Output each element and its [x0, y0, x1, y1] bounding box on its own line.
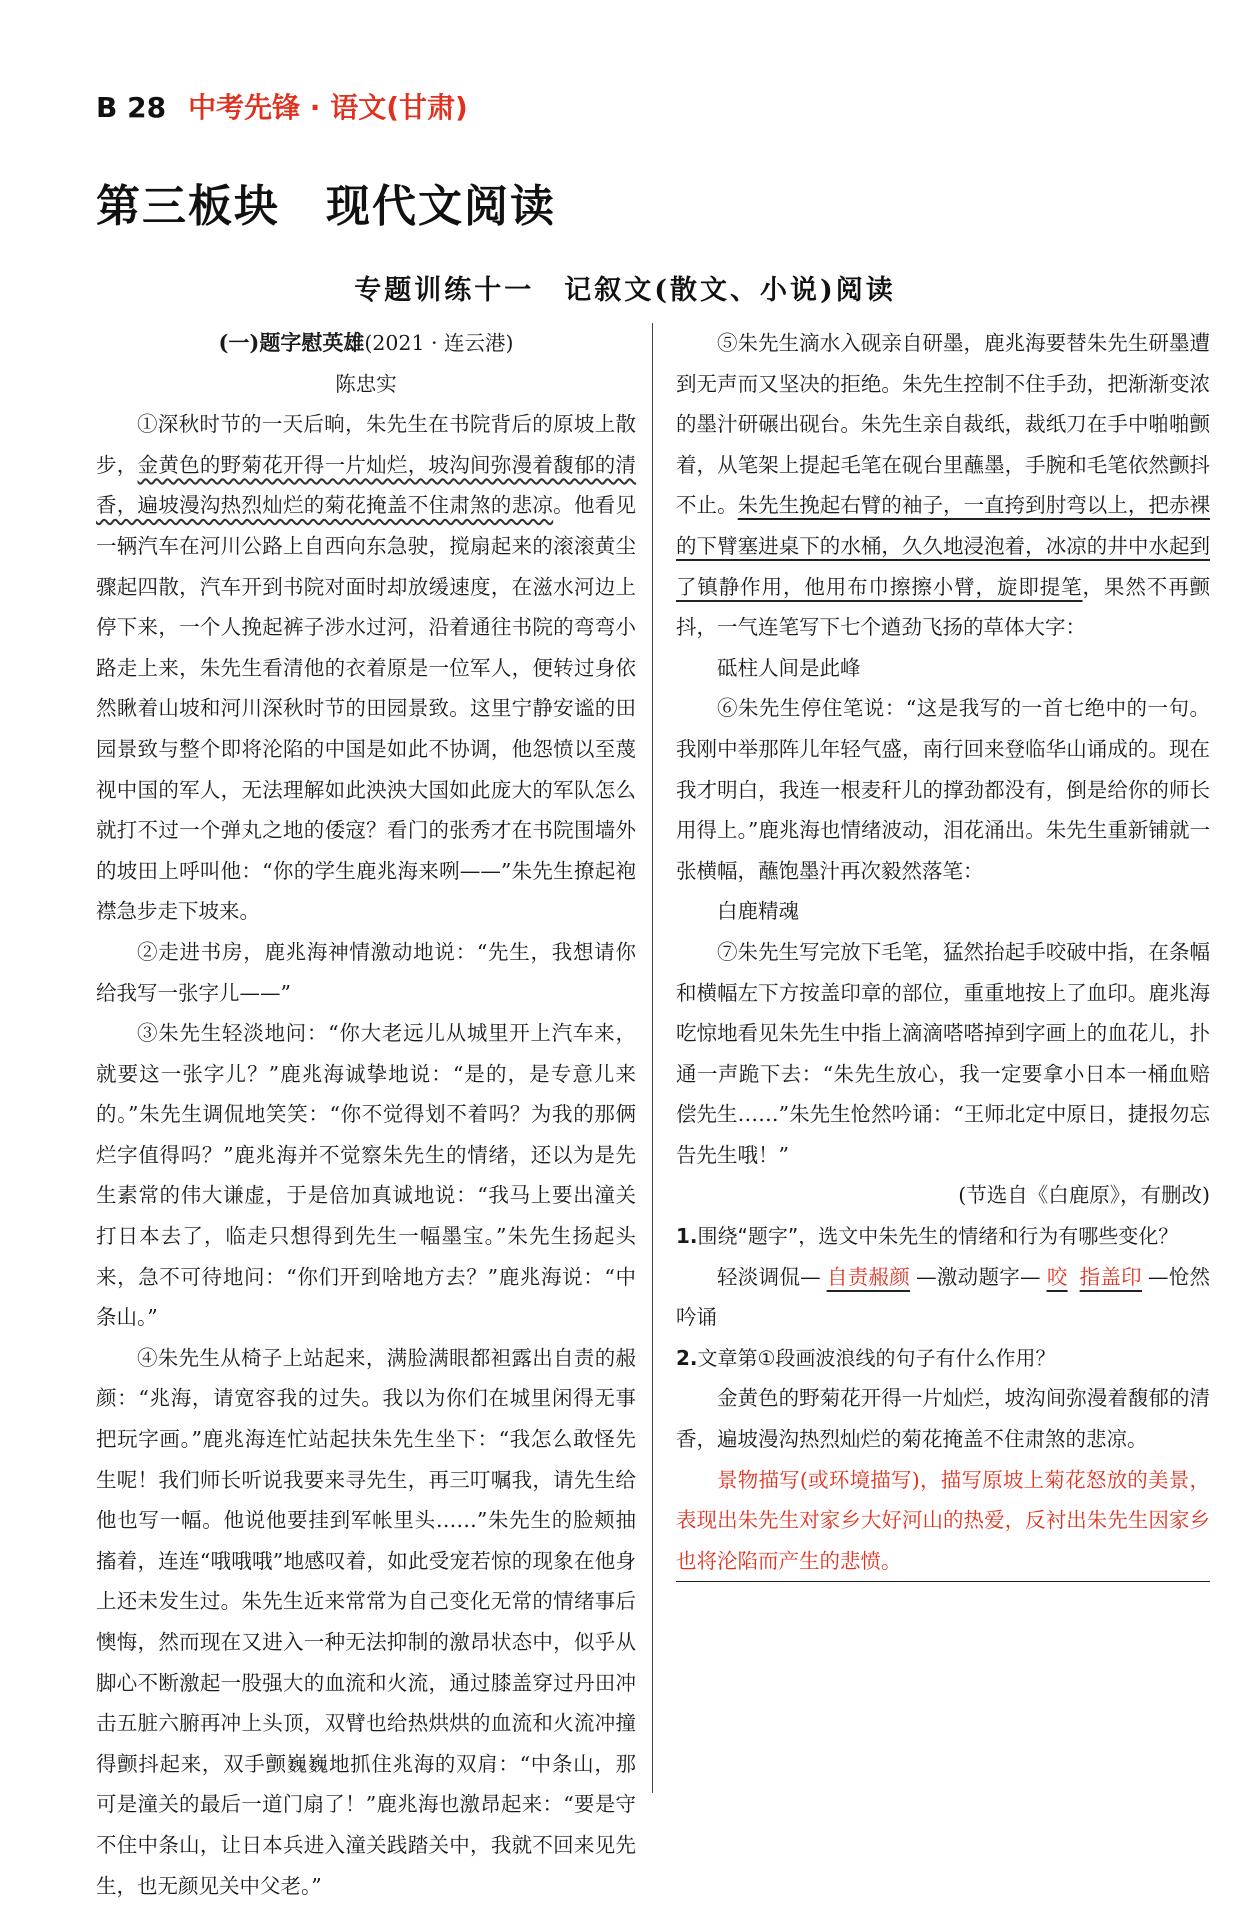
section-title: 第三板块 现代文阅读 [96, 181, 556, 232]
question-1-number: 1. [676, 1224, 698, 1249]
paragraph-5 [676, 323, 1210, 648]
essay-title: (一)题字慰英雄 [218, 330, 365, 355]
page-header [96, 86, 468, 126]
essay-author: 陈忠实 [335, 371, 397, 396]
paragraph-3: ③朱先生轻淡地问：“你大老远儿从城里开上汽车来，就要这一张字儿？”鹿兆海诚挚地说：“是的，是专意儿来的。”朱先生调侃地笑笑：“你不觉得划不着吗？为我的那俩烂字值得吗？”鹿兆海并不觉察朱先生的情绪，还以为是先生素常的伟大谦虚，于是倍加真诚地说：“我马上要出潼关打日本去了，临走只想得到先生一幅墨宝。”朱先生扬起头来，急不可待地问：“你们开到啥地方去？”鹿兆海说：“中条山。” [96, 1021, 636, 1330]
essay-source: (2021 · 连云港) [364, 331, 514, 355]
paragraph-2: ②走进书房，鹿兆海神情激动地说：“先生，我想请你给我写一张字儿——” [96, 939, 636, 1005]
question-1 [676, 1216, 1210, 1257]
question-1-text: 围绕“题字”，选文中朱先生的情绪和行为有哪些变化？ [697, 1224, 1179, 1249]
book-title: 中考先锋 · 语文(甘肃) [188, 91, 468, 124]
question-1-answer [676, 1257, 1210, 1338]
answer-blank-1: 自责赧颜 [826, 1264, 911, 1289]
paragraph-1-rest: 。他看见一辆汽车在河川公路上自西向东急驶，搅扇起来的滚滚黄尘骤起四散，汽车开到书院对面时却放缓速度，在滋水河边上停下来，一个人挽起裤子涉水过河，沿着通往书院的弯弯小路走上来，朱先生看清他的衣着原是一位军人，便转过身依然瞅着山坡和河川深秋时节的田园景致。这里宁静安谧的田园景致与整个即将沦陷的中国是如此不协调，他怨愤以至蔑视中国的军人，无法理解如此泱泱大国如此庞大的军队怎么就打不过一个弹丸之地的倭寇？看门的张秀才在书院围墙外的坡田上呼叫他：“你的学生鹿兆海来咧——”朱先生撩起袍襟急步走下坡来。 [96, 493, 637, 924]
wavy-underlined-sentence: 金黄色的野菊花开得一片灿烂，坡沟间弥漫着馥郁的清香，遍坡漫沟热烈灿烂的菊花掩盖不住肃煞的悲凉 [96, 452, 637, 518]
answer-1-prefix: 轻淡调侃— [717, 1264, 821, 1289]
paragraph-7: ⑦朱先生写完放下毛笔，猛然抬起手咬破中指，在条幅和横幅左下方按盖印章的部位，重重地按上了血印。鹿兆海吃惊地看见朱先生中指上滴滴嗒嗒掉到字画上的血花儿，扑通一声跪下去：“朱先生放心，我一定要拿小日本一桶血赔偿先生……”朱先生怆然吟诵：“王师北定中原日，捷报勿忘告先生哦！” [676, 939, 1210, 1167]
left-column [96, 323, 636, 1906]
answer-blank-2a: 咬 [1046, 1264, 1068, 1289]
poem-line-2: 白鹿精魂 [717, 899, 799, 924]
answer-1-middle: —激动题字— [916, 1264, 1041, 1289]
topic-title: 专题训练十一 记叙文(散文、小说)阅读 [354, 275, 896, 306]
paragraph-5-rest: ，果然不再颤抖，一气连笔写下七个遒劲飞扬的草体大字： [676, 574, 1211, 640]
question-2-quote: 金黄色的野菊花开得一片灿烂，坡沟间弥漫着馥郁的清香，遍坡漫沟热烈灿烂的菊花掩盖不住肃煞的悲凉。 [676, 1386, 1210, 1452]
right-column [676, 323, 1210, 1582]
answer-blank-2b: 指盖印 [1079, 1264, 1142, 1289]
question-2 [676, 1338, 1210, 1379]
question-2-answer: 景物描写(或环境描写)，描写原坡上菊花怒放的美景，表现出朱先生对家乡大好河山的热爱，反衬出朱先生因家乡也将沦陷而产生的悲愤。 [676, 1460, 1210, 1583]
page-number: B 28 [96, 91, 167, 124]
paragraph-4: ④朱先生从椅子上站起来，满脸满眼都袒露出自责的赧颜：“兆海，请宽容我的过失。我以为你们在城里闲得无事把玩字画。”鹿兆海连忙站起扶朱先生坐下：“我怎么敢怪先生呢！我们师长听说我要来寻先生，再三叮嘱我，请先生给他也写一幅。他说他要挂到军帐里头……”朱先生的脸颊抽搐着，连连“哦哦哦”地感叹着，如此受宠若惊的现象在他身上还未发生过。朱先生近来常常为自己变化无常的情绪事后懊悔，然而现在又进入一种无法抑制的激昂状态中，似乎从脚心不断激起一股强大的血流和火流，通过膝盖穿过丹田冲击五脏六腑再冲上头顶，双臂也给热烘烘的血流和火流冲撞得颤抖起来，双手颤巍巍地抓住兆海的双肩：“中条山，那可是潼关的最后一道门扇了！”鹿兆海也激昂起来：“要是守不住中条山，让日本兵进入潼关践踏关中，我就不回来见先生，也无颜见关中父老。” [96, 1345, 636, 1898]
question-2-number: 2. [676, 1345, 698, 1370]
question-2-text: 文章第①段画波浪线的句子有什么作用？ [697, 1345, 1056, 1370]
paragraph-1-start: ①深秋时节的一天后晌，朱先生在书院背后的原坡上散步， [96, 412, 636, 477]
paragraph-6: ⑥朱先生停住笔说：“这是我写的一首七绝中的一句。我刚中举那阵儿年轻气盛，南行回来登临华山诵成的。现在我才明白，我连一根麦秆儿的撑劲都没有，倒是给你的师长用得上。”鹿兆海也情绪波动，泪花涌出。朱先生重新铺就一张横幅，蘸饱墨汁再次毅然落笔： [676, 696, 1210, 883]
answer-1-suffix: —怆然吟诵 [676, 1264, 1211, 1330]
paragraph-5-start: ⑤朱先生滴水入砚亲自研墨，鹿兆海要替朱先生研墨遭到无声而又坚决的拒绝。朱先生控制不住手劲，把渐渐变浓的墨汁研碾出砚台。朱先生亲自裁纸，裁纸刀在手中啪啪颤着，从笔架上提起毛笔在砚台里蘸墨，手腕和毛笔依然颤抖不止。 [676, 331, 1210, 518]
column-divider [652, 323, 653, 1793]
underlined-sentence: 朱先生挽起右臂的袖子，一直挎到肘弯以上，把赤裸的下臂塞进桌下的水桶，久久地浸泡着，冰凉的井中水起到了镇静作用，他用布巾擦擦小臂，旋即提笔 [676, 493, 1211, 599]
source-note: (节选自《白鹿原》，有删改) [958, 1183, 1210, 1208]
poem-line-1: 砥柱人间是此峰 [717, 655, 861, 680]
paragraph-1 [96, 404, 636, 932]
essay-heading [96, 323, 636, 364]
